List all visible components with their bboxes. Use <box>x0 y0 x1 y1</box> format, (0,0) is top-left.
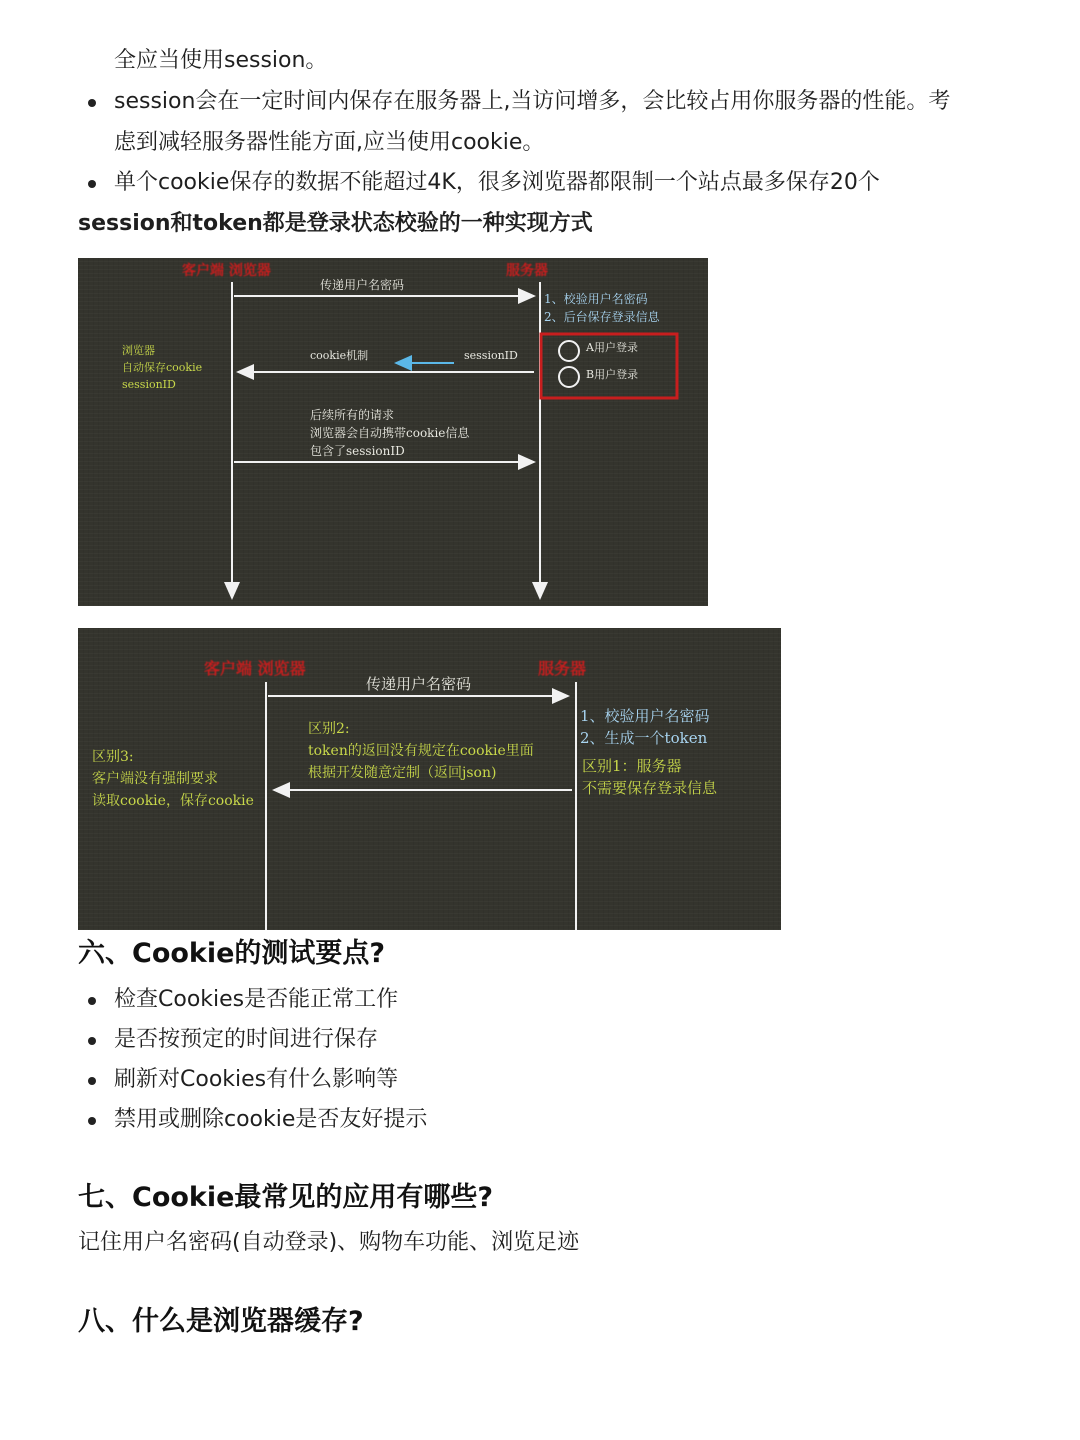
intro-continuation: 全应当使用session。 <box>114 48 328 73</box>
section6-item-4: 禁用或删除cookie是否友好提示 <box>114 1107 428 1132</box>
diff1-line-1: 区别1：服务器 <box>582 757 682 775</box>
request-label: 传递用户名密码 <box>366 675 472 693</box>
intro-bullet-2: 单个cookie保存的数据不能超过4K，很多浏览器都限制一个站点最多保存20个 <box>114 170 880 195</box>
request-label: 传递用户名密码 <box>320 278 405 292</box>
server-label: 服务器 <box>538 659 587 678</box>
bullet-dot <box>88 1117 96 1125</box>
diff2-line-3: 根据开发随意定制（返回json) <box>308 765 497 781</box>
diff3-line-1: 区别3: <box>92 749 134 765</box>
server-step-1: 1、校验用户名密码 <box>580 707 710 725</box>
diff3-line-2: 客户端没有强制要求 <box>92 771 218 787</box>
user-b-label: B用户登录 <box>586 368 639 381</box>
diff2-line-1: 区别2: <box>308 721 350 737</box>
section7-body: 记住用户名密码(自动登录)、购物车功能、浏览足迹 <box>78 1230 580 1255</box>
diff3-line-3: 读取cookie，保存cookie <box>92 793 254 809</box>
browser-note-2: 自动保存cookie <box>122 361 203 374</box>
client-label: 客户端 浏览器 <box>204 659 306 678</box>
diff2-line-2: token的返回没有规定在cookie里面 <box>308 743 534 759</box>
user-a-label: A用户登录 <box>586 341 638 354</box>
diff1-line-2: 不需要保存登录信息 <box>582 779 718 797</box>
browser-note-1: 浏览器 <box>122 344 155 357</box>
browser-note-3: sessionID <box>122 378 176 391</box>
intro-bullet-1-line1: session会在一定时间内保存在服务器上,当访问增多，会比较占用你服务器的性能。考 <box>114 89 951 114</box>
intro-bullet-1-line2: 虑到减轻服务器性能方面,应当使用cookie。 <box>114 130 545 155</box>
server-label: 服务器 <box>506 263 548 279</box>
server-step-2: 2、生成一个token <box>580 729 708 747</box>
token-flow-diagram <box>78 628 781 930</box>
bullet-dot <box>88 997 96 1005</box>
section6-title: 六、Cookie的测试要点? <box>78 938 386 969</box>
subsequent-line-3: 包含了sessionID <box>310 444 405 458</box>
section6-item-1: 检查Cookies是否能正常工作 <box>114 987 399 1012</box>
bullet-dot <box>88 99 96 107</box>
bullet-dot <box>88 1037 96 1045</box>
session-flow-diagram <box>78 258 708 606</box>
cookie-mech-label: cookie机制 <box>310 349 369 362</box>
bullet-dot <box>88 1077 96 1085</box>
subsequent-line-1: 后续所有的请求 <box>310 408 395 422</box>
subsequent-line-2: 浏览器会自动携带cookie信息 <box>310 426 470 440</box>
session-id-label: sessionID <box>464 349 518 362</box>
server-step-2: 2、后台保存登录信息 <box>544 310 660 324</box>
bullet-dot <box>88 180 96 188</box>
section6-item-2: 是否按预定的时间进行保存 <box>114 1027 379 1052</box>
section6-item-3: 刷新对Cookies有什么影响等 <box>114 1067 399 1092</box>
client-label: 客户端 浏览器 <box>182 263 271 279</box>
server-step-1: 1、校验用户名密码 <box>544 292 648 306</box>
section8-title: 八、什么是浏览器缓存? <box>78 1306 364 1337</box>
section7-title: 七、Cookie最常见的应用有哪些? <box>78 1182 494 1213</box>
subheading: session和token都是登录状态校验的一种实现方式 <box>78 211 593 236</box>
